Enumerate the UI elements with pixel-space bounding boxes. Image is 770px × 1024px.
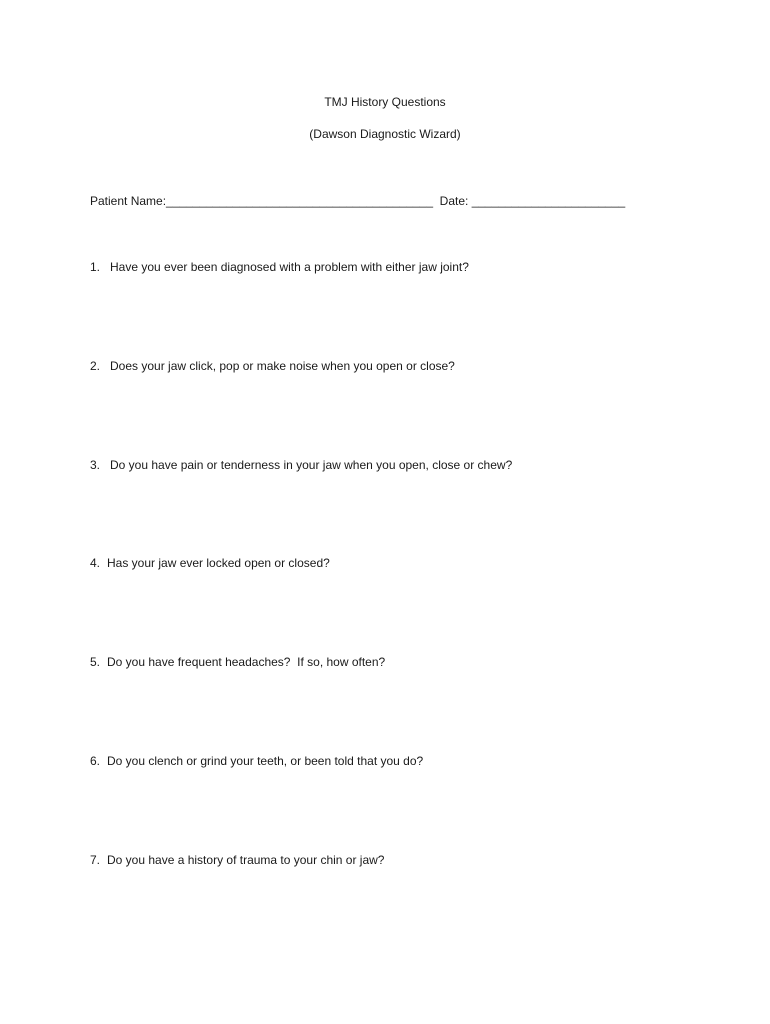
question-number: 4. (90, 556, 101, 570)
patient-name-blank: ________________________________________ (166, 194, 433, 208)
question-item (90, 457, 512, 473)
date-label: Date: (439, 194, 469, 208)
patient-info-line (90, 193, 625, 209)
question-item (90, 852, 384, 868)
question-text: Do you have a history of trauma to your chin or jaw? (107, 853, 385, 867)
question-text: Has your jaw ever locked open or closed? (107, 556, 330, 570)
question-item (90, 358, 455, 374)
document-subtitle: (Dawson Diagnostic Wizard) (309, 127, 461, 141)
question-item (90, 259, 469, 275)
question-item (90, 654, 385, 670)
question-number: 7. (90, 853, 101, 867)
question-text: Do you clench or grind your teeth, or been told that you do? (107, 754, 424, 768)
question-number: 5. (90, 655, 101, 669)
question-item (90, 753, 423, 769)
question-number: 1. (90, 260, 101, 274)
question-text: Does your jaw click, pop or make noise when you open or close? (110, 359, 455, 373)
patient-name-label: Patient Name: (90, 194, 167, 208)
document-title: TMJ History Questions (324, 95, 446, 109)
question-text: Do you have frequent headaches? If so, how often? (107, 655, 386, 669)
question-number: 6. (90, 754, 101, 768)
question-number: 3. (90, 458, 101, 472)
question-text: Do you have pain or tenderness in your jaw when you open, close or chew? (110, 458, 513, 472)
question-text: Have you ever been diagnosed with a problem with either jaw joint? (110, 260, 469, 274)
date-blank: _______________________ (471, 194, 626, 208)
question-item (90, 555, 330, 571)
question-number: 2. (90, 359, 101, 373)
